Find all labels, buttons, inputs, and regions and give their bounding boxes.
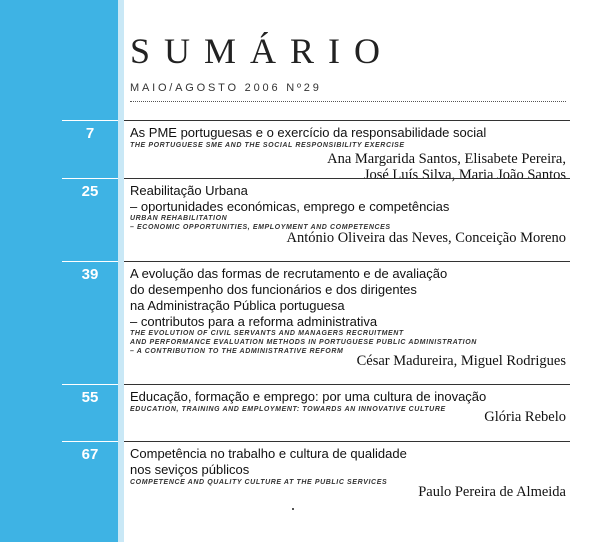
page-number: 39 <box>81 266 99 283</box>
entry-divider <box>124 384 570 385</box>
header-divider <box>130 101 566 102</box>
entry-authors: Ana Margarida Santos, Elisabete Pereira, José Luís Silva, Maria João Santos <box>327 151 566 183</box>
page-number: 67 <box>81 446 99 463</box>
entry-english-title: URBAN REHABILITATION – ECONOMIC OPPORTUNITIES, EMPLOYMENT AND COMPETENCES <box>130 215 391 231</box>
entry-authors: César Madureira, Miguel Rodrigues <box>356 353 566 369</box>
entry-title: As PME portuguesas e o exercício da responsabilidade social <box>130 125 487 140</box>
entry-english-title: THE EVOLUTION OF CIVIL SERVANTS AND MANAGERS RECRUITMENT AND PERFORMANCE EVALUATION METHODS IN PORTUGUESE PUBLIC ADMINISTRATION – A CONTRIBUTION TO THE ADMINISTRATIVE REFORM <box>130 330 477 355</box>
entry-english-title: THE PORTUGUESE SME AND THE SOCIAL RESPONSIBILITY EXERCISE <box>130 142 405 149</box>
entry-authors: Paulo Pereira de Almeida <box>418 484 566 500</box>
entry-title: Reabilitação Urbana – oportunidades económicas, emprego e competências <box>130 183 450 214</box>
entry-title: A evolução das formas de recrutamento e de avaliação do desempenho dos funcionários e dos dirigentes na Administração Pública portuguesa – contributos para a reforma administrativa <box>130 266 448 329</box>
entry-divider <box>124 120 570 121</box>
page-number-divider <box>62 120 118 121</box>
page-number: 7 <box>85 125 95 142</box>
entry-title: Competência no trabalho e cultura de qualidade nos seviços públicos <box>130 446 407 477</box>
page-title: SUMÁRIO <box>130 31 395 71</box>
entry-divider <box>124 178 570 179</box>
sidebar-strip <box>118 0 124 542</box>
entry-english-title: COMPETENCE AND QUALITY CULTURE AT THE PUBLIC SERVICES <box>130 479 388 486</box>
entry-divider <box>124 261 570 262</box>
entry-authors: Glória Rebelo <box>484 409 566 425</box>
page-number-divider <box>62 261 118 262</box>
page-number-divider <box>62 384 118 385</box>
page-number-divider <box>62 441 118 442</box>
entry-english-title: EDUCATION, TRAINING AND EMPLOYMENT: TOWARDS AN INNOVATIVE CULTURE <box>130 406 446 413</box>
entry-authors: António Oliveira das Neves, Conceição Moreno <box>286 230 566 246</box>
entry-divider <box>124 441 570 442</box>
page-number: 25 <box>81 183 99 200</box>
page-number: 55 <box>81 389 99 406</box>
issue-subtitle: MAIO/AGOSTO 2006 Nº29 <box>130 82 322 94</box>
entry-title: Educação, formação e emprego: por uma cultura de inovação <box>130 389 487 404</box>
print-speck <box>292 508 294 510</box>
page-number-divider <box>62 178 118 179</box>
